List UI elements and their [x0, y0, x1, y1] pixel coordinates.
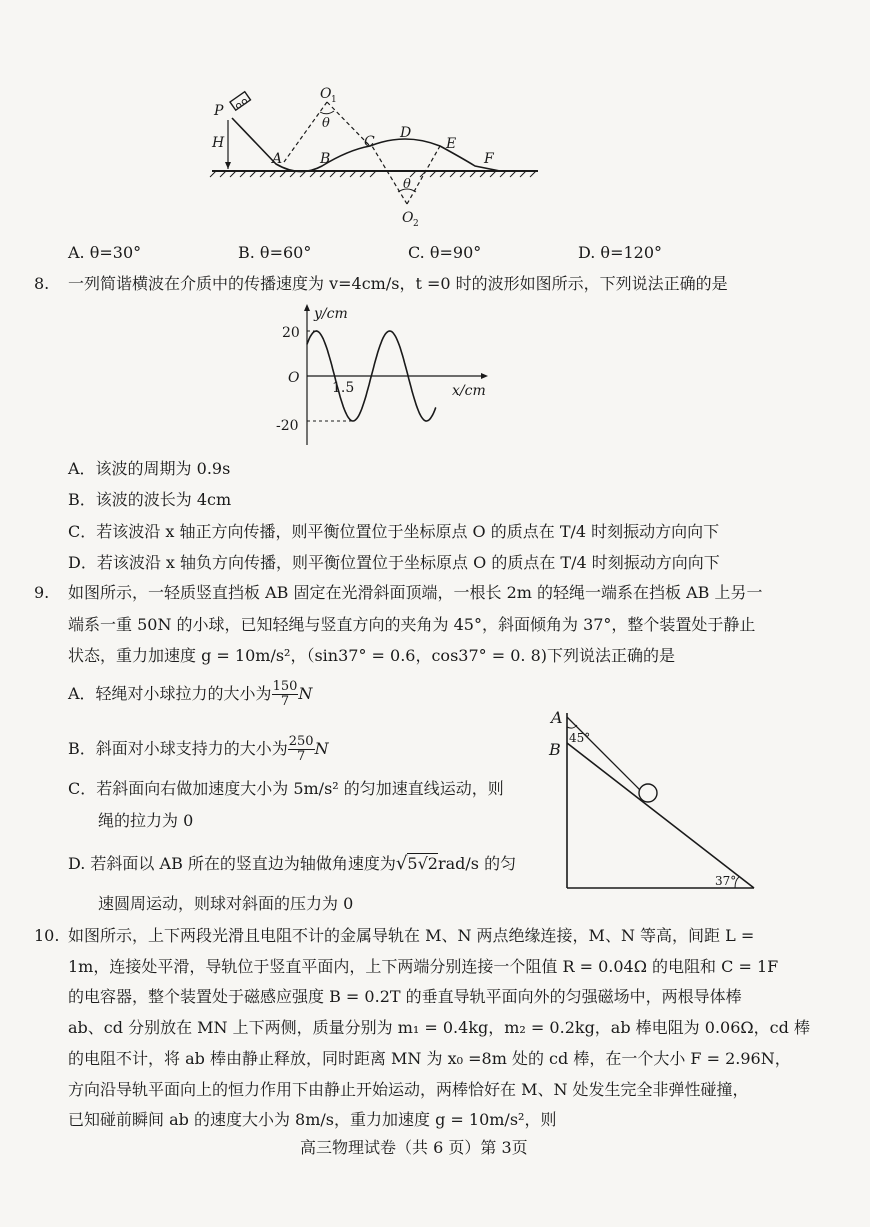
q7-label-O2-sub: 2 — [413, 219, 419, 229]
q10-line-2: 1m，连接处平滑，导轨位于竖直平面内，上下两端分别连接一个阻值 R = 0.04Ω 的电阻和 C = 1F — [68, 957, 779, 976]
q9-rope — [567, 717, 642, 792]
q7-label-theta-top: θ — [322, 116, 330, 131]
q9-option-a-numerator: 150 — [272, 679, 298, 694]
q9-option-c[interactable] — [68, 779, 504, 831]
q7-option-b[interactable]: B. θ=60° — [238, 243, 312, 262]
q9-incline-surface — [567, 743, 754, 888]
q9-option-c-line-1: C．若斜面向右做加速度大小为 5m/s² 的匀加速直线运动，则 — [68, 779, 504, 798]
q9-option-a[interactable] — [68, 680, 312, 709]
q9-label-45: 45° — [569, 731, 591, 745]
q9-option-a-unit: N — [298, 684, 313, 703]
q7-option-a[interactable]: A. θ=30° — [68, 243, 142, 262]
q10-line-7: 已知碰前瞬间 ab 的速度大小为 8m/s，重力加速度 g = 10m/s²，则 — [68, 1110, 557, 1129]
q9-option-d-text-end: rad/s 的匀 — [437, 854, 517, 873]
q10-number: 10. — [34, 926, 60, 945]
q7-option-c[interactable]: C. θ=90° — [408, 243, 482, 262]
q7-label-C: C — [364, 134, 375, 150]
q8-wave-point — [435, 407, 436, 408]
q10-line-4: ab、cd 分别放在 MN 上下两侧，质量分别为 m₁ = 0.4kg，m₂ = 0.2kg，ab 棒电阻为 0.06Ω，cd 棒 — [68, 1018, 810, 1037]
q8-x-label: x/cm — [452, 383, 486, 399]
q9-option-d-sqrt-sign: √ — [395, 853, 408, 874]
q8-wave-point — [352, 420, 353, 421]
q10-line-3: 的电容器，整个装置处于磁感应强度 B = 0.2T 的垂直导轨平面向外的匀强磁场中，两根导体棒 — [68, 987, 742, 1006]
q8-wave-point — [334, 375, 335, 376]
q8-y-tick-origin: O — [288, 370, 300, 386]
q9-option-b-unit: N — [314, 739, 329, 758]
q8-stem: 一列简谐横波在介质中的传播速度为 v=4cm/s，t =0 时的波形如图所示，下列说法正确的是 — [68, 274, 728, 293]
q9-option-b-text: B．斜面对小球支持力的大小为 — [68, 739, 288, 758]
q7-label-P: P — [214, 103, 224, 119]
q8-wave-point — [407, 375, 408, 376]
q8-wave-point — [389, 330, 390, 331]
q9-option-c-line-2: 绳的拉力为 0 — [98, 811, 194, 830]
q9-option-a-fraction — [272, 680, 299, 709]
q8-y-arrowhead — [304, 304, 310, 311]
q7-label-O2: O — [402, 210, 414, 226]
q8-y-label: y/cm — [314, 306, 348, 322]
q8-wave-point — [398, 344, 399, 345]
q7-figure — [200, 80, 550, 235]
q8-x-arrowhead — [481, 373, 488, 379]
q8-wave-chart — [270, 300, 500, 450]
q9-option-b-numerator: 250 — [288, 734, 314, 749]
q7-label-O1: O — [320, 86, 332, 102]
q7-label-E: E — [446, 136, 457, 152]
q9-stem-line-1: 如图所示，一轻质竖直挡板 AB 固定在光滑斜面顶端，一根长 2m 的轻绳一端系在挡板 AB 上另一 — [68, 583, 763, 602]
q10-line-5: 的电阻不计，将 ab 棒由静止释放，同时距离 MN 为 x₀ =8m 处的 cd 棒，在一个大小 F = 2.96N， — [68, 1049, 791, 1068]
q8-wave-point — [380, 344, 381, 345]
q7-label-A: A — [272, 151, 283, 167]
q8-option-d[interactable]: D．若该波沿 x 轴负方向传播，则平衡位置位于坐标原点 O 的质点在 T/4 时刻振动方向向下 — [68, 553, 720, 572]
q10-line-6: 方向沿导轨平面向上的恒力作用下由静止开始运动，两棒恰好在 M、N 处发生完全非弹性碰撞， — [68, 1080, 749, 1099]
q8-wave-point — [343, 407, 344, 408]
q8-option-b[interactable]: B．该波的波长为 4cm — [68, 490, 232, 509]
q8-x-tick-1-5: 1.5 — [332, 380, 355, 396]
q9-option-d-text: D. 若斜面以 AB 所在的竖直边为轴做角速度为 — [68, 854, 396, 873]
q7-label-theta-bottom: θ — [403, 177, 411, 192]
q9-option-d[interactable] — [68, 854, 516, 874]
q7-option-d[interactable]: D. θ=120° — [578, 243, 663, 262]
q8-option-c[interactable]: C．若该波沿 x 轴正方向传播，则平衡位置位于坐标原点 O 的质点在 T/4 时刻振动方向向下 — [68, 522, 720, 541]
q8-wave-point — [426, 420, 427, 421]
q7-height-arrowhead — [225, 162, 231, 169]
q9-option-d-sqrt-body: 5√2 — [407, 854, 438, 873]
q7-label-D: D — [400, 125, 412, 141]
q9-label-37: 37° — [715, 874, 737, 888]
q9-number: 9. — [34, 583, 50, 602]
q7-label-O1-sub: 1 — [331, 95, 337, 105]
page-footer: 高三物理试卷（共 6 页）第 3页 — [300, 1138, 528, 1157]
q7-label-F: F — [484, 151, 494, 167]
q8-y-tick-20: 20 — [282, 325, 300, 341]
q9-stem-line-2: 端系一重 50N 的小球，已知轻绳与竖直方向的夹角为 45°，斜面倾角为 37°，整个装置处于静止 — [68, 615, 756, 634]
q8-number: 8. — [34, 274, 50, 293]
q8-y-tick-neg20: -20 — [276, 418, 299, 434]
q9-option-d-line-2: 速圆周运动，则球对斜面的压力为 0 — [98, 894, 354, 913]
q9-label-A: A — [551, 708, 563, 727]
q9-stem-line-3: 状态，重力加速度 g = 10m/s²，（sin37° = 0.6，cos37° = 0. 8)下列说法正确的是 — [68, 646, 675, 665]
q8-option-a[interactable]: A．该波的周期为 0.9s — [68, 459, 231, 478]
q8-wave-point — [371, 375, 372, 376]
q9-option-b-denominator: 7 — [297, 749, 306, 764]
q10-line-1: 如图所示，上下两段光滑且电阻不计的金属导轨在 M、N 两点绝缘连接，M、N 等高，间距 L = — [68, 926, 755, 945]
q9-label-B: B — [549, 740, 561, 759]
q8-wave-point — [316, 330, 317, 331]
q9-ball — [639, 784, 657, 802]
q7-angle-arc-top — [320, 111, 334, 114]
q7-radius-o2 — [372, 146, 440, 204]
q9-figure — [545, 705, 760, 895]
q8-wave-point — [325, 344, 326, 345]
q9-option-a-text: A．轻绳对小球拉力的大小为 — [68, 684, 272, 703]
q7-label-B: B — [320, 151, 331, 167]
q8-wave-point — [362, 407, 363, 408]
q7-label-H: H — [212, 135, 225, 151]
q8-wave-point — [417, 407, 418, 408]
q7-block — [230, 92, 251, 111]
q9-option-a-denominator: 7 — [280, 694, 290, 709]
q9-option-b-fraction — [288, 735, 315, 764]
q9-option-b[interactable] — [68, 735, 329, 764]
q8-wave-point — [306, 344, 307, 345]
